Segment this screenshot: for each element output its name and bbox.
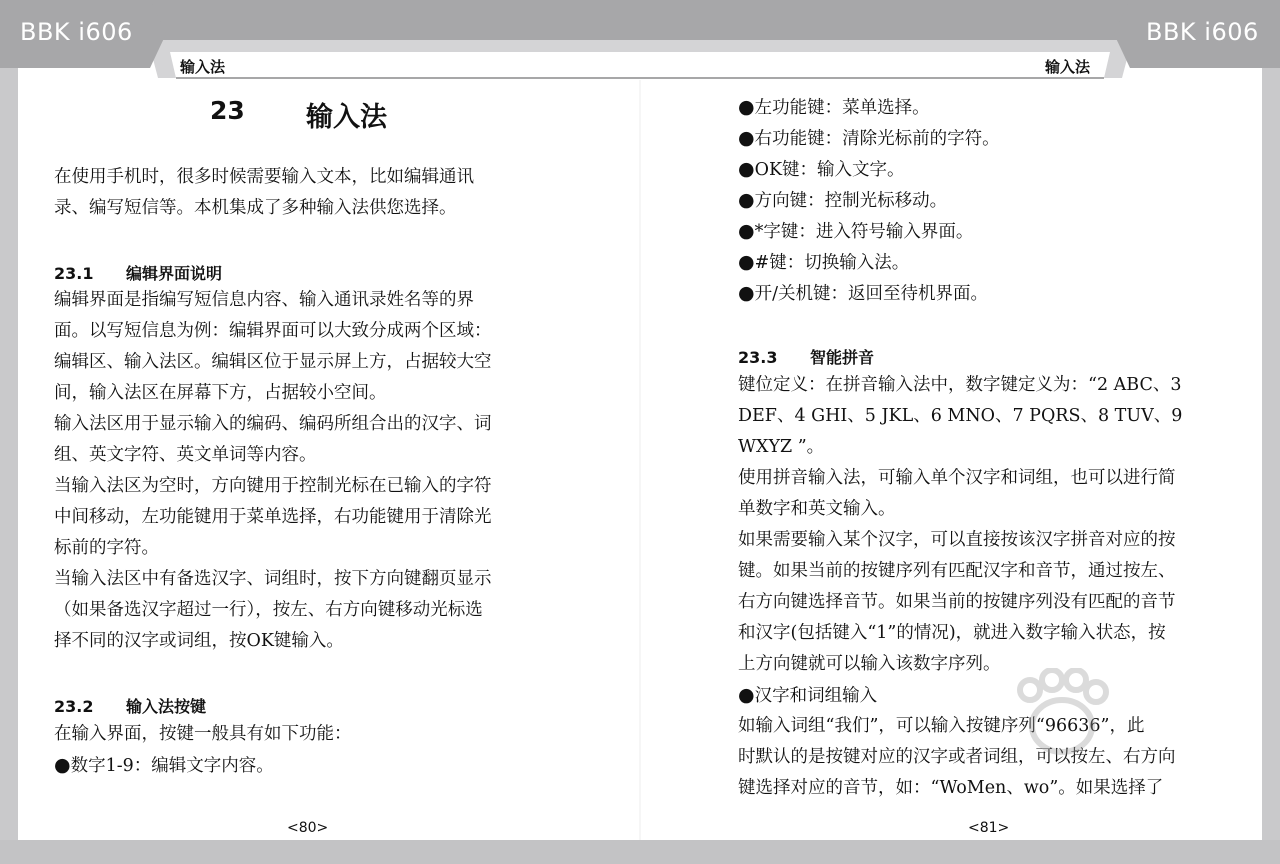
bullet-item bbox=[738, 158, 905, 181]
bullet-item bbox=[738, 127, 1000, 150]
section-heading-23-3 bbox=[738, 345, 874, 368]
body-line: 和汉字(包括键入“1”的情况)，就进入数字输入状态，按 bbox=[738, 623, 1166, 643]
body-line: 如果需要输入某个汉字，可以直接按该汉字拼音对应的按 bbox=[738, 530, 1176, 550]
bullet-icon: ● bbox=[738, 684, 755, 706]
bullet-icon: ● bbox=[738, 127, 755, 149]
body-line: 编辑区、输入法区。编辑区位于显示屏上方，占据较大空 bbox=[54, 352, 492, 372]
body-line: 键选择对应的音节，如：“WoMen、wo”。如果选择了 bbox=[738, 778, 1164, 798]
bullet-text: #键：切换输入法。 bbox=[754, 253, 910, 273]
bullet-item bbox=[738, 96, 930, 119]
bullet-text: 开/关机键：返回至待机界面。 bbox=[754, 284, 988, 304]
bullet-item bbox=[54, 754, 274, 777]
bullet-icon: ● bbox=[54, 754, 71, 776]
bullet-text: 方向键：控制光标移动。 bbox=[754, 191, 948, 211]
bullet-item bbox=[738, 282, 988, 305]
intro-line: 录、编写短信等。本机集成了多种输入法供您选择。 bbox=[54, 198, 457, 218]
bullet-icon: ● bbox=[738, 251, 755, 273]
body-line: 当输入法区为空时，方向键用于控制光标在已输入的字符 bbox=[54, 476, 492, 496]
body-line: 面。以写短信息为例：编辑界面可以大致分成两个区域： bbox=[54, 321, 492, 341]
body-line: 组、英文字符、英文单词等内容。 bbox=[54, 445, 317, 465]
section-number: 23.1 bbox=[54, 264, 94, 283]
bullet-icon: ● bbox=[738, 189, 755, 211]
section-number: 23.3 bbox=[738, 348, 778, 367]
body-line: 编辑界面是指编写短信息内容、输入通讯录姓名等的界 bbox=[54, 290, 474, 310]
section-label-right: 输入法 bbox=[1045, 58, 1091, 76]
bullet-icon: ● bbox=[738, 282, 755, 304]
body-line: 中间移动，左功能键用于菜单选择，右功能键用于清除光 bbox=[54, 507, 492, 527]
body-line: 键位定义：在拼音输入法中，数字键定义为：“2 ABC、3 bbox=[738, 375, 1182, 395]
bullet-text: 右功能键：清除光标前的字符。 bbox=[754, 129, 1000, 149]
section-title: 输入法按键 bbox=[126, 697, 207, 716]
bullet-text: 数字1-9：编辑文字内容。 bbox=[70, 756, 274, 776]
page-number-left: <80> bbox=[287, 820, 329, 836]
brand-right: BBK i606 bbox=[1146, 18, 1259, 46]
body-line: DEF、4 GHI、5 JKL、6 MNO、7 PQRS、8 TUV、9 bbox=[738, 406, 1183, 426]
bullet-item bbox=[738, 684, 877, 707]
bullet-item bbox=[738, 220, 973, 243]
bullet-item bbox=[738, 189, 947, 212]
section-number: 23.2 bbox=[54, 697, 94, 716]
body-line: （如果备选汉字超过一行），按左、右方向键移动光标选 bbox=[54, 600, 483, 620]
body-line: 择不同的汉字或词组，按OK键输入。 bbox=[54, 631, 344, 651]
body-line: 当输入法区中有备选汉字、词组时，按下方向键翻页显示 bbox=[54, 569, 492, 589]
intro-line: 在使用手机时，很多时候需要输入文本，比如编辑通讯 bbox=[54, 167, 474, 187]
body-line: 标前的字符。 bbox=[54, 538, 159, 558]
page-number-right: <81> bbox=[968, 820, 1010, 836]
brand-left: BBK i606 bbox=[20, 18, 133, 46]
section-heading-23-2 bbox=[54, 694, 206, 717]
body-line: 时默认的是按键对应的汉字或者词组，可以按左、右方向 bbox=[738, 747, 1176, 767]
chapter-number: 23 bbox=[210, 96, 245, 125]
body-line: 右方向键选择音节。如果当前的按键序列没有匹配的音节 bbox=[738, 592, 1176, 612]
body-line: 间，输入法区在屏幕下方，占据较小空间。 bbox=[54, 383, 387, 403]
body-line: 上方向键就可以输入该数字序列。 bbox=[738, 654, 1001, 674]
body-line: 输入法区用于显示输入的编码、编码所组合出的汉字、词 bbox=[54, 414, 492, 434]
body-line: 如输入词组“我们”，可以输入按键序列“96636”，此 bbox=[738, 716, 1145, 736]
section-title: 智能拼音 bbox=[810, 348, 875, 367]
bullet-text: OK键：输入文字。 bbox=[754, 160, 905, 180]
section-label-left: 输入法 bbox=[180, 58, 226, 76]
chapter-title: 输入法 bbox=[306, 102, 387, 133]
bullet-icon: ● bbox=[738, 96, 755, 118]
bullet-icon: ● bbox=[738, 158, 755, 180]
body-line: 使用拼音输入法，可输入单个汉字和词组，也可以进行简 bbox=[738, 468, 1176, 488]
body-line: 单数字和英文输入。 bbox=[738, 499, 896, 519]
bullet-text: 汉字和词组输入 bbox=[754, 686, 878, 706]
bullet-icon: ● bbox=[738, 220, 755, 242]
body-line: 键。如果当前的按键序列有匹配汉字和音节，通过按左、 bbox=[738, 561, 1176, 581]
paw-watermark-icon bbox=[1000, 668, 1270, 818]
bullet-text: *字键：进入符号输入界面。 bbox=[754, 222, 974, 242]
bullet-item bbox=[738, 251, 909, 274]
body-line: WXYZ ”。 bbox=[738, 437, 825, 457]
body-line: 在输入界面，按键一般具有如下功能： bbox=[54, 724, 352, 744]
bullet-text: 左功能键：菜单选择。 bbox=[754, 98, 930, 118]
section-heading-23-1 bbox=[54, 261, 222, 284]
section-title: 编辑界面说明 bbox=[126, 264, 223, 283]
